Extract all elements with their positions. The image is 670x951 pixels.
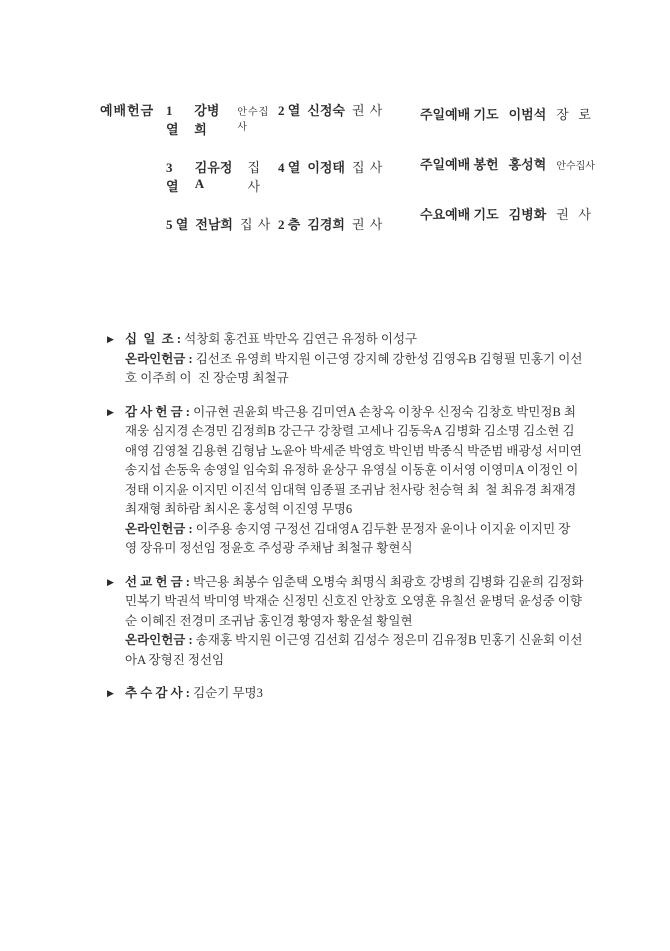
offering-label: 예배헌금	[100, 103, 155, 118]
section-bullet-icon: ▶	[107, 407, 114, 418]
section-online-group	[125, 631, 585, 670]
section-bullet-icon: ▶	[107, 335, 114, 345]
duty-label: 주일예배 기도	[420, 107, 499, 122]
offering-title: 안수집사	[237, 107, 270, 133]
offering-cell	[278, 214, 383, 233]
offering-title: 권 사	[352, 103, 384, 118]
offering-position: 2 열	[278, 103, 301, 118]
duty-title: 안수집사	[556, 161, 595, 172]
online-label: 온라인헌금 :	[125, 521, 193, 536]
online-label: 온라인헌금 :	[125, 633, 193, 647]
section-bullet-icon: ▶	[107, 689, 114, 699]
offering-title: 집 사	[352, 160, 384, 175]
section-main-group	[125, 684, 585, 704]
duty-list	[420, 104, 595, 254]
offering-name: 김경희	[307, 217, 345, 232]
offering-title: 권 사	[352, 217, 384, 232]
online-label: 온라인헌금 :	[125, 351, 193, 366]
section-content	[125, 573, 585, 671]
section-content	[125, 330, 585, 389]
offering-cell	[166, 214, 278, 233]
donor-names: 이규현 권윤회 박근용 김미연A 손창옥 이창우 신정숙 김창호 박민정B 최재웅 심지경 손경민 김정희B 강근구 강창렬 고세나 김동욱A 김병화 김소명 김소현 김애영 김영철 김용현 김형남 노윤아 박세준 박영호 박인범 박종식 박준범 배광성 서미연 송지섭 손동욱 송영일 임숙회 유정하 윤상구 유영실 이동훈 이서영 이영미A 이정인 이정태 이지윤 이지민 이진석 임대혁 임종필 조귀남 천사랑 천승혁 최 철 최유경 최재경 최재형 최하람 최시온 홍성혁 이진영 무명6	[125, 404, 586, 516]
offering-position: 1 열	[166, 103, 179, 137]
offering-name: 이정태	[307, 160, 345, 175]
duty-row-sunday-offering	[420, 154, 595, 173]
donor-names: 석창회 홍건표 박만옥 김연근 유정하 이성구	[184, 332, 418, 346]
offering-cell	[166, 157, 278, 195]
section-title: 감 사 헌 금 :	[125, 404, 190, 419]
duty-name: 홍성혁	[508, 157, 547, 172]
online-donor-names: 이주용 송지영 구정선 김대영A 김두환 문정자 윤이나 이지윤 이지민 장 영 장유미 정선임 정윤호 주성광 주채남 최철규 황현식	[125, 521, 577, 555]
section-main-group	[125, 573, 585, 632]
duty-name: 이범석	[508, 107, 547, 122]
section-title: 십 일 조 :	[125, 332, 182, 346]
section-mission-offering	[107, 573, 585, 671]
offering-cell	[278, 100, 383, 119]
donor-names: 김순기 무명3	[193, 686, 263, 700]
offering-name: 신정숙	[307, 103, 345, 118]
offering-name: 전남희	[195, 217, 233, 232]
section-harvest-thanksgiving	[107, 684, 585, 705]
offering-name: 김유정A	[194, 160, 233, 191]
duty-label: 주일예배 봉헌	[420, 157, 499, 172]
section-content	[125, 403, 585, 559]
section-thanksgiving-offering	[107, 403, 585, 559]
offering-table	[100, 100, 383, 233]
offering-name: 강병희	[194, 103, 220, 137]
offering-cell	[166, 100, 278, 138]
offering-cell	[278, 157, 383, 176]
section-online-group	[125, 350, 585, 389]
section-title: 선 교 헌 금 :	[125, 574, 190, 589]
section-title: 추 수 감 사 :	[125, 686, 190, 700]
offering-position: 4 열	[278, 160, 301, 175]
offering-position: 5 열	[166, 217, 189, 232]
duty-name: 김병화	[508, 207, 547, 222]
online-donor-names: 송재홍 박지원 이근영 김선회 김성수 정은미 김유정B 민홍기 신윤회 이선아A 장형진 정선임	[125, 633, 583, 667]
section-tithe	[107, 330, 585, 389]
section-content	[125, 684, 585, 705]
duty-title: 장 로	[556, 107, 592, 122]
duty-row-wednesday-prayer	[420, 204, 595, 223]
section-bullet-icon: ▶	[107, 577, 114, 588]
offering-title: 집 사	[240, 217, 272, 232]
donor-names: 박근용 최봉수 임춘택 오병숙 최명식 최광호 강병희 김병화 김윤희 김정화 민복기 박권석 박미영 박재순 신정민 신호진 안창호 오영훈 유칠선 윤병덕 윤성중 이향순 이혜진 전경미 조귀남 홍인경 황영자 황운설 황일현	[125, 574, 587, 628]
donor-sections	[107, 330, 585, 719]
section-online-group	[125, 520, 585, 559]
duty-title: 권 사	[556, 207, 592, 222]
online-donor-names: 김선조 유영희 박지원 이근영 강지혜 강한성 김영옥B 김형필 민홍기 이선호 이주희 이 진 장순명 최철규	[125, 351, 583, 385]
offering-position: 3 열	[166, 160, 179, 194]
section-main-group	[125, 403, 585, 520]
offering-title: 집 사	[247, 160, 266, 194]
duty-label: 수요예배 기도	[420, 207, 499, 222]
section-main-group	[125, 330, 585, 350]
duty-row-sunday-prayer	[420, 104, 595, 123]
offering-position: 2 층	[278, 217, 301, 232]
